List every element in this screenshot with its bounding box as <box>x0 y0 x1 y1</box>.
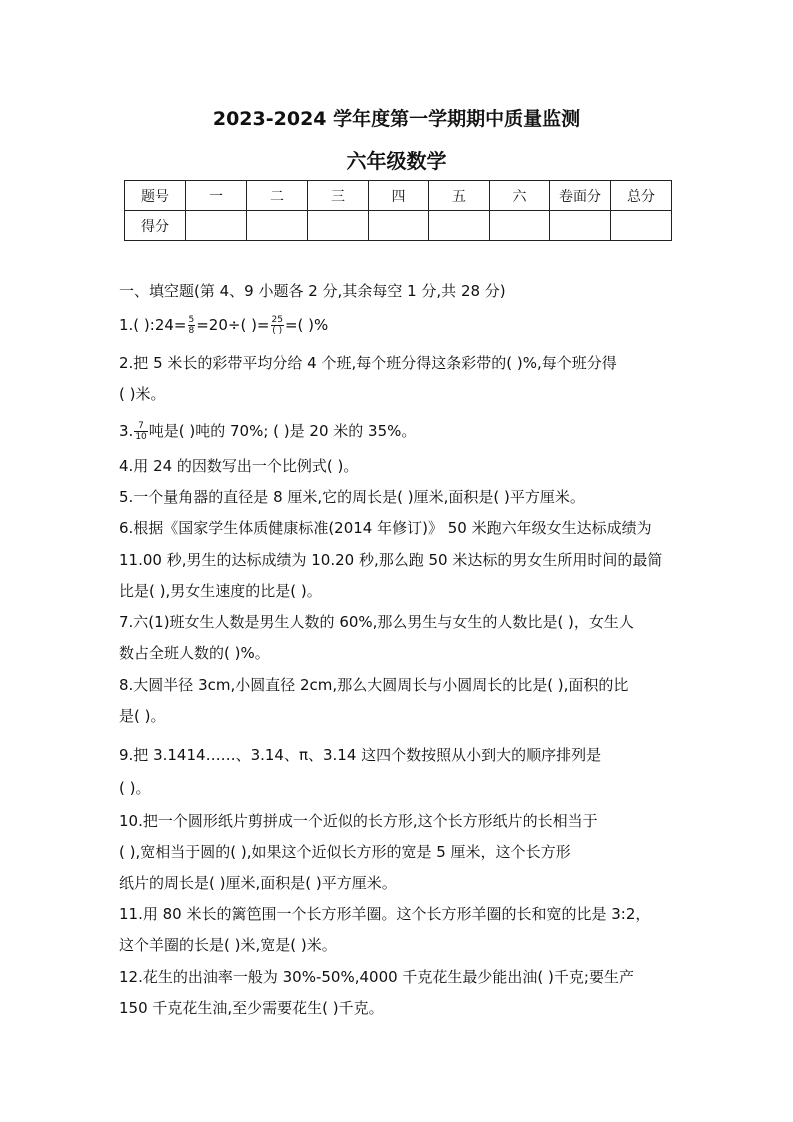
question-6-line-3: 比是( ),男女生速度的比是( )。 <box>119 582 322 600</box>
score-cell: 总分 <box>611 181 672 211</box>
question-12-line-2: 150 千克花生油,至少需要花生( )千克。 <box>119 999 384 1017</box>
score-cell <box>308 211 369 241</box>
score-cell: 得分 <box>125 211 186 241</box>
score-cell: 三 <box>308 181 369 211</box>
fraction-numerator: 5 <box>188 315 195 325</box>
question-8-line-1: 8.大圆半径 3cm,小圆直径 2cm,那么大圆周长与小圆周长的比是( ),面积的比 <box>119 676 629 694</box>
score-cell <box>611 211 672 241</box>
question-text: 吨是( )吨的 70%; ( )是 20 米的 35%。 <box>148 422 417 440</box>
fraction-numerator: 7 <box>134 421 147 432</box>
question-1 <box>119 310 328 341</box>
question-2-line-2: ( )米。 <box>119 385 166 403</box>
question-11-line-2: 这个羊圈的长是( )米,宽是( )米。 <box>119 936 337 954</box>
fraction <box>271 315 284 336</box>
question-10-line-1: 10.把一个圆形纸片剪拼成一个近似的长方形,这个长方形纸片的长相当于 <box>119 812 598 830</box>
question-12-line-1: 12.花生的出油率一般为 30%-50%,4000 千克花生最少能出油( )千克;要生产 <box>119 968 634 986</box>
score-table-score-row <box>125 211 672 241</box>
question-10-line-3: 纸片的周长是( )厘米,面积是( )平方厘米。 <box>119 874 397 892</box>
question-11-line-1: 11.用 80 米长的篱笆围一个长方形羊圈。这个长方形羊圈的长和宽的比是 3:2， <box>119 905 651 923</box>
fraction-denominator: 10 <box>135 432 147 442</box>
score-cell: 六 <box>490 181 550 211</box>
fraction <box>134 421 147 442</box>
question-6-line-2: 11.00 秒,男生的达标成绩为 10.20 秒,那么跑 50 米达标的男女生所用时间的最简 <box>119 551 663 569</box>
fraction-denominator: ( ) <box>272 326 283 336</box>
exam-subtitle: 六年级数学 <box>346 149 447 173</box>
score-cell: 四 <box>369 181 429 211</box>
question-9-line-2: ( )。 <box>119 779 151 797</box>
fraction <box>188 315 196 336</box>
question-2-line-1: 2.把 5 米长的彩带平均分给 4 个班,每个班分得这条彩带的( )%,每个班分得 <box>119 354 617 372</box>
score-cell <box>490 211 550 241</box>
score-cell: 题号 <box>125 181 186 211</box>
question-4: 4.用 24 的因数写出一个比例式( )。 <box>119 457 359 475</box>
fraction-denominator: 8 <box>188 326 195 336</box>
question-7-line-1: 7.六(1)班女生人数是男生人数的 60%,那么男生与女生的人数比是( )，女生人 <box>119 613 634 631</box>
question-6-line-1: 6.根据《国家学生体质健康标准(2014 年修订)》 50 米跑六年级女生达标成绩为 <box>119 519 652 537</box>
question-5: 5.一个量角器的直径是 8 厘米,它的周长是( )厘米,面积是( )平方厘米。 <box>119 488 585 506</box>
score-cell <box>247 211 308 241</box>
question-text: =20÷( )= <box>196 316 270 334</box>
score-cell <box>186 211 247 241</box>
question-9-line-1: 9.把 3.1414……、3.14、π、3.14 这四个数按照从小到大的顺序排列是 <box>119 746 602 764</box>
question-text: 3. <box>119 422 134 440</box>
score-cell: 一 <box>186 181 247 211</box>
question-text: =( )% <box>284 316 329 334</box>
score-cell <box>369 211 429 241</box>
score-cell <box>429 211 490 241</box>
score-cell: 五 <box>429 181 490 211</box>
score-cell <box>550 211 611 241</box>
score-cell: 卷面分 <box>550 181 611 211</box>
score-cell: 二 <box>247 181 308 211</box>
question-3 <box>119 416 416 447</box>
question-text: 1.( ):24= <box>119 316 187 334</box>
fraction-numerator: 25 <box>271 315 283 325</box>
score-table <box>124 180 672 241</box>
question-7-line-2: 数占全班人数的( )%。 <box>119 644 270 662</box>
question-8-line-2: 是( )。 <box>119 707 166 725</box>
question-10-line-2: ( ),宽相当于圆的( ),如果这个近似长方形的宽是 5 厘米，这个长方形 <box>119 843 571 861</box>
section-heading: 一、填空题(第 4、9 小题各 2 分,其余每空 1 分,共 28 分) <box>119 282 506 300</box>
score-table-header-row <box>125 181 672 211</box>
exam-title: 2023-2024 学年度第一学期期中质量监测 <box>212 108 581 130</box>
